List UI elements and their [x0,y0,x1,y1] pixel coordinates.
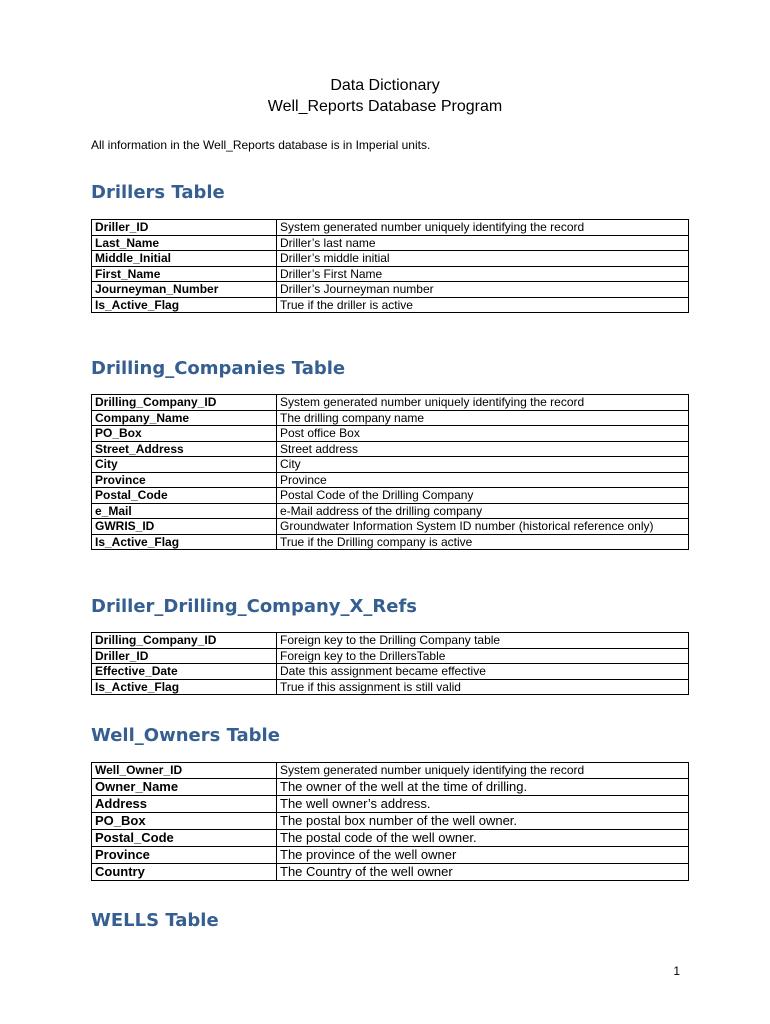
section-heading: Drilling_Companies Table [91,358,346,379]
field-name: Last_Name [92,235,277,251]
field-description: True if the Drilling company is active [277,534,689,550]
field-name: Drilling_Company_ID [92,633,277,649]
field-description: System generated number uniquely identifying the record [277,395,689,411]
field-description: Foreign key to the DrillersTable [277,648,689,664]
table-row [92,778,689,795]
field-name: Well_Owner_ID [92,763,277,779]
field-name: Company_Name [92,410,277,426]
field-name: e_Mail [92,503,277,519]
field-name: Postal_Code [92,488,277,504]
intro-text: All information in the Well_Reports database is in Imperial units. [91,138,431,152]
field-name: Is_Active_Flag [92,679,277,695]
drilling-companies-table [91,394,689,550]
field-name: Is_Active_Flag [92,534,277,550]
field-description: Post office Box [277,426,689,442]
table-row [92,829,689,846]
table-row [92,763,689,779]
field-description: Driller’s last name [277,235,689,251]
field-description: City [277,457,689,473]
field-name: Street_Address [92,441,277,457]
section-drilling-companies [91,358,689,549]
field-name: Effective_Date [92,664,277,680]
field-description: Date this assignment became effective [277,664,689,680]
field-name: Province [92,472,277,488]
section-driller-company-xrefs [91,596,689,694]
section-heading: WELLS Table [91,910,219,931]
field-name: Postal_Code [92,829,277,846]
field-description: The Country of the well owner [277,863,689,880]
table-row [92,410,689,426]
field-description: The province of the well owner [277,846,689,863]
field-description: System generated number uniquely identifying the record [277,763,689,779]
field-name: Province [92,846,277,863]
table-row [92,472,689,488]
field-description: The postal box number of the well owner. [277,812,689,829]
field-description: Street address [277,441,689,457]
field-description: The well owner’s address. [277,795,689,812]
table-row [92,664,689,680]
field-description: The postal code of the well owner. [277,829,689,846]
table-row [92,426,689,442]
section-heading: Driller_Drilling_Company_X_Refs [91,596,418,617]
field-name: Address [92,795,277,812]
field-description: Driller’s Journeyman number [277,282,689,298]
table-row [92,488,689,504]
document-title: Data Dictionary [330,77,440,94]
table-row [92,503,689,519]
page-number: 1 [673,964,680,978]
field-description: Driller’s First Name [277,266,689,282]
section-heading: Well_Owners Table [91,725,280,746]
field-description: The owner of the well at the time of drilling. [277,778,689,795]
field-description: Foreign key to the Drilling Company table [277,633,689,649]
table-row [92,441,689,457]
section-well-owners [91,725,689,879]
table-row [92,251,689,267]
well-owners-table [91,762,689,881]
field-name: Drilling_Company_ID [92,395,277,411]
table-row [92,266,689,282]
field-description: e-Mail address of the drilling company [277,503,689,519]
table-row [92,457,689,473]
table-row [92,846,689,863]
field-name: GWRIS_ID [92,519,277,535]
field-description: True if this assignment is still valid [277,679,689,695]
field-name: PO_Box [92,812,277,829]
table-row [92,863,689,880]
table-row [92,297,689,313]
field-name: Journeyman_Number [92,282,277,298]
field-name: Is_Active_Flag [92,297,277,313]
section-wells [91,910,689,932]
table-row [92,220,689,236]
section-heading: Drillers Table [91,182,225,203]
field-name: Middle_Initial [92,251,277,267]
field-description: Groundwater Information System ID number (historical reference only) [277,519,689,535]
drillers-table [91,219,689,313]
field-name: Driller_ID [92,648,277,664]
table-row [92,795,689,812]
field-name: Driller_ID [92,220,277,236]
field-name: First_Name [92,266,277,282]
field-name: PO_Box [92,426,277,442]
table-row [92,395,689,411]
field-description: True if the driller is active [277,297,689,313]
field-description: Province [277,472,689,488]
table-row [92,534,689,550]
table-row [92,519,689,535]
field-name: Country [92,863,277,880]
field-name: Owner_Name [92,778,277,795]
table-row [92,633,689,649]
field-description: The drilling company name [277,410,689,426]
table-row [92,282,689,298]
field-description: Postal Code of the Drilling Company [277,488,689,504]
section-drillers [91,182,689,312]
field-description: System generated number uniquely identifying the record [277,220,689,236]
field-description: Driller’s middle initial [277,251,689,267]
driller-company-xrefs-table [91,632,689,695]
table-row [92,648,689,664]
document-subtitle: Well_Reports Database Program [267,98,503,115]
field-name: City [92,457,277,473]
table-row [92,812,689,829]
table-row [92,235,689,251]
table-row [92,679,689,695]
